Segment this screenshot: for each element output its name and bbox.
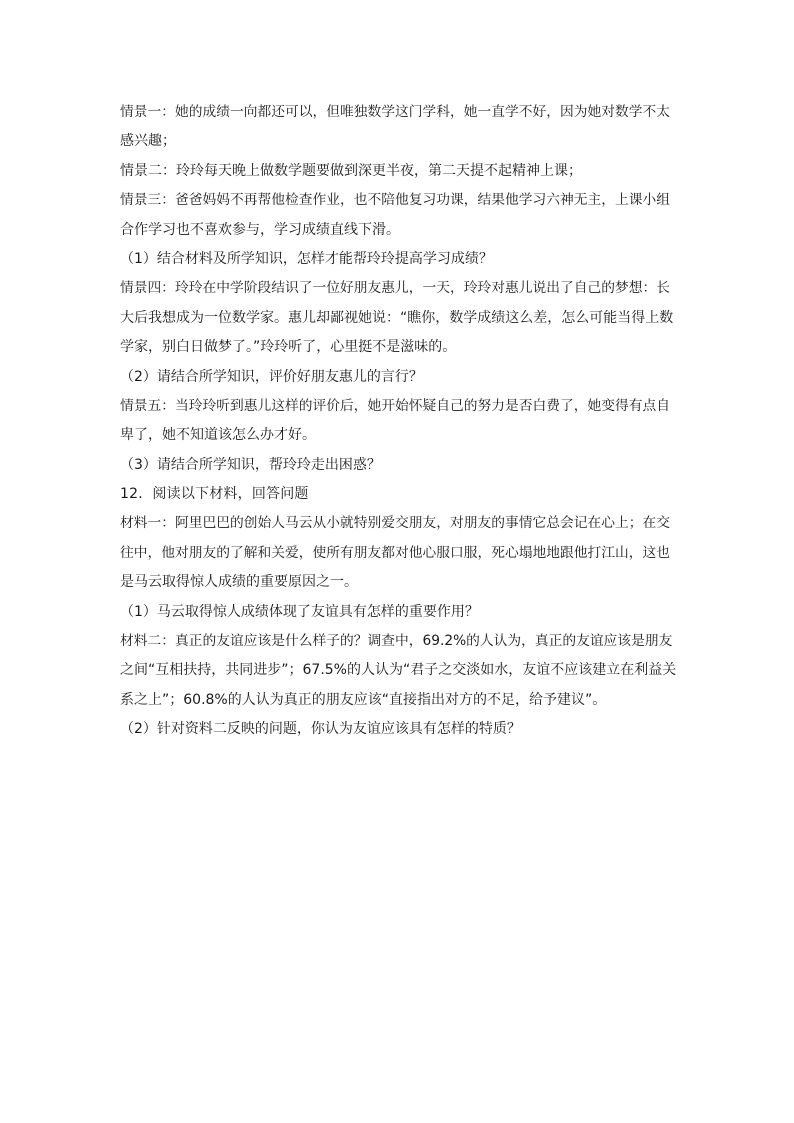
scenario-3-line-2: 合作学习也不喜欢参与，学习成绩直线下滑。 (120, 221, 400, 238)
document-page (120, 98, 676, 745)
material-2-line-1: 材料二：真正的友谊应该是什么样子的？调查中，69.2%的人认为，真正的友谊应该是朋友 (120, 633, 673, 650)
scenario-5-line-1: 情景五：当玲玲听到惠儿这样的评价后，她开始怀疑自己的努力是否白费了，她变得有点自 (120, 397, 671, 414)
scenario-1-line-2: 感兴趣； (120, 133, 176, 150)
material-1-line-1: 材料一：阿里巴巴的创始人马云从小就特别爱交朋友，对朋友的事情它总会记在心上；在交 (120, 515, 671, 532)
scenario-4-line-2: 大后我想成为一位数学家。惠儿却鄙视她说：“瞧你，数学成绩这么差，怎么可能当得上数 (120, 309, 674, 326)
scenario-5-line-2: 卑了，她不知道该怎么办才好。 (120, 427, 316, 444)
problem-12-question-2: （2）针对资料二反映的问题，你认为友谊应该具有怎样的特质？ (120, 721, 521, 738)
problem-12-question-1: （1）马云取得惊人成绩体现了友谊具有怎样的重要作用？ (120, 603, 479, 620)
material-1-line-2: 往中，他对朋友的了解和关爱，使所有朋友都对他心服口服，死心塌地地跟他打江山，这也 (120, 544, 671, 561)
scenario-2-line-1: 情景二：玲玲每天晚上做数学题要做到深更半夜，第二天提不起精神上课； (120, 162, 582, 179)
material-2-line-2: 之间“互相扶持，共同进步”；67.5%的人认为“君子之交淡如水，友谊不应该建立在利益关 (120, 662, 676, 679)
material-2-line-3: 系之上”；60.8%的人认为真正的朋友应该“直接指出对方的不足，给予建议”。 (120, 691, 607, 708)
question-3: （3）请结合所学知识，帮玲玲走出困惑？ (120, 456, 381, 473)
question-2: （2）请结合所学知识，评价好朋友惠儿的言行？ (120, 368, 423, 385)
problem-12-heading: 12．阅读以下材料，回答问题 (120, 486, 309, 503)
material-1-line-3: 是马云取得惊人成绩的重要原因之一。 (120, 574, 358, 591)
scenario-4-line-1: 情景四：玲玲在中学阶段结识了一位好朋友惠儿，一天，玲玲对惠儿说出了自己的梦想：长 (120, 280, 671, 297)
question-1: （1）结合材料及所学知识，怎样才能帮玲玲提高学习成绩？ (120, 250, 493, 267)
scenario-4-line-3: 学家，别白日做梦了。”玲玲听了，心里挺不是滋味的。 (120, 339, 457, 356)
scenario-3-line-1: 情景三：爸爸妈妈不再帮他检查作业，也不陪他复习功课，结果他学习六神无主，上课小组 (120, 192, 671, 209)
scenario-1-line-1: 情景一：她的成绩一向都还可以，但唯独数学这门学科，她一直学不好，因为她对数学不太 (120, 104, 671, 120)
